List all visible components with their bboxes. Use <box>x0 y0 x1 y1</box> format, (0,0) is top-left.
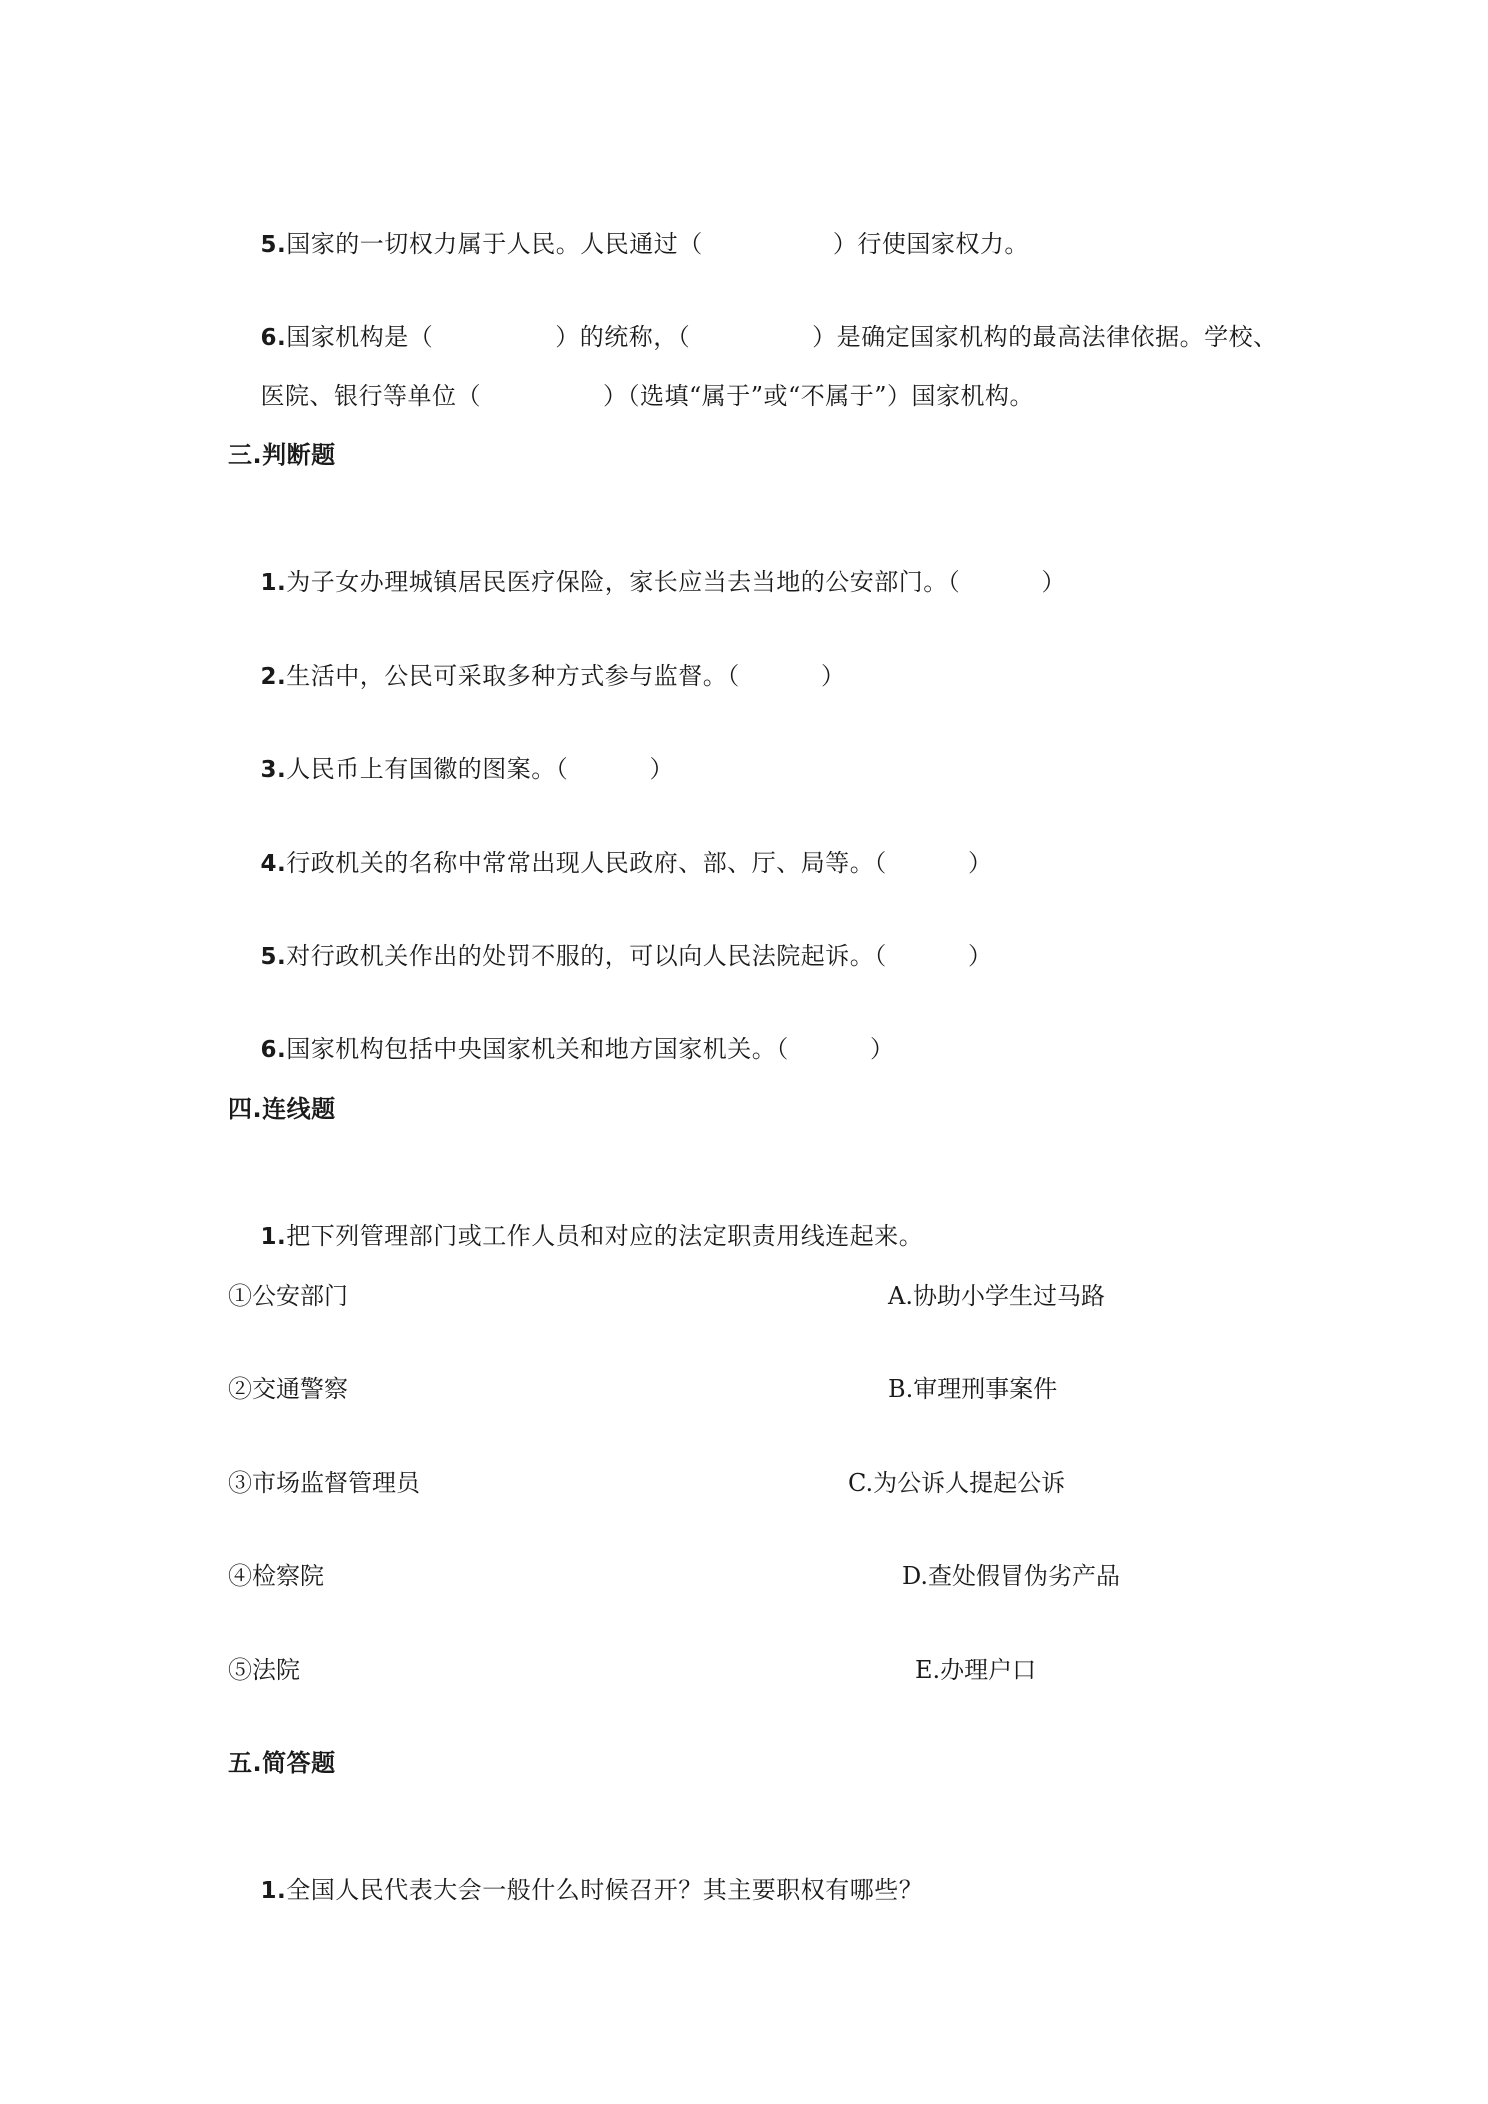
matching-left-item: ②交通警察 <box>228 1375 348 1403</box>
matching-right-item: B.审理刑事案件 <box>888 1375 1058 1403</box>
question-number: 1. <box>260 1878 287 1904</box>
matching-left-item: ④检察院 <box>228 1562 324 1590</box>
question-text: 人民币上有国徽的图案。（ ） <box>286 755 675 783</box>
short-answer-item <box>228 1839 923 1942</box>
matching-right-item: C.为公诉人提起公诉 <box>848 1469 1066 1497</box>
matching-left-item: ⑤法院 <box>228 1656 300 1684</box>
question-text: 生活中，公民可采取多种方式参与监督。（ ） <box>286 662 846 690</box>
question-text: 行政机关的名称中常常出现人民政府、部、厅、局等。（ ） <box>286 849 993 877</box>
judgement-item <box>228 718 674 821</box>
question-number: 5. <box>260 232 287 258</box>
matching-right-item: A.协助小学生过马路 <box>888 1282 1105 1310</box>
fill-in-question-5 <box>228 193 1029 296</box>
judgement-item <box>228 625 846 728</box>
question-number: 6. <box>260 325 287 351</box>
matching-left-item: ③市场监督管理员 <box>228 1469 420 1497</box>
question-number: 3. <box>260 757 287 783</box>
section-heading-short-answer: 五.简答题 <box>228 1749 336 1777</box>
matching-right-item: E.办理户口 <box>915 1656 1037 1684</box>
question-text: 国家机构包括中央国家机关和地方国家机关。（ ） <box>286 1035 895 1063</box>
judgement-item <box>228 998 895 1101</box>
question-number: 4. <box>260 851 287 877</box>
matching-question <box>228 1185 923 1288</box>
matching-right-item: D.查处假冒伪劣产品 <box>902 1562 1121 1590</box>
question-number: 6. <box>260 1037 287 1063</box>
judgement-item <box>228 812 993 915</box>
judgement-item <box>228 905 993 1008</box>
section-heading-judgement: 三.判断题 <box>228 441 336 469</box>
fill-in-question-6-line-2 <box>228 345 1034 447</box>
question-text: 医院、银行等单位（ ）（选填“属于”或“不属于”）国家机构。 <box>260 382 1035 410</box>
judgement-item <box>228 531 1066 634</box>
question-text: 为子女办理城镇居民医疗保险，家长应当去当地的公安部门。（ ） <box>286 568 1067 596</box>
question-text: 国家的一切权力属于人民。人民通过（ ）行使国家权力。 <box>286 230 1029 258</box>
question-number: 1. <box>260 1224 287 1250</box>
question-text: 对行政机关作出的处罚不服的，可以向人民法院起诉。（ ） <box>286 942 993 970</box>
matching-left-item: ①公安部门 <box>228 1282 348 1310</box>
question-number: 2. <box>260 664 287 690</box>
question-text: 全国人民代表大会一般什么时候召开？其主要职权有哪些？ <box>286 1876 924 1904</box>
question-number: 1. <box>260 570 287 596</box>
section-heading-matching: 四.连线题 <box>228 1095 336 1123</box>
question-text: 把下列管理部门或工作人员和对应的法定职责用线连起来。 <box>286 1222 924 1250</box>
question-number: 5. <box>260 944 287 970</box>
question-text: 国家机构是（ ）的统称，（ ）是确定国家机构的最高法律依据。学校、 <box>286 323 1278 351</box>
